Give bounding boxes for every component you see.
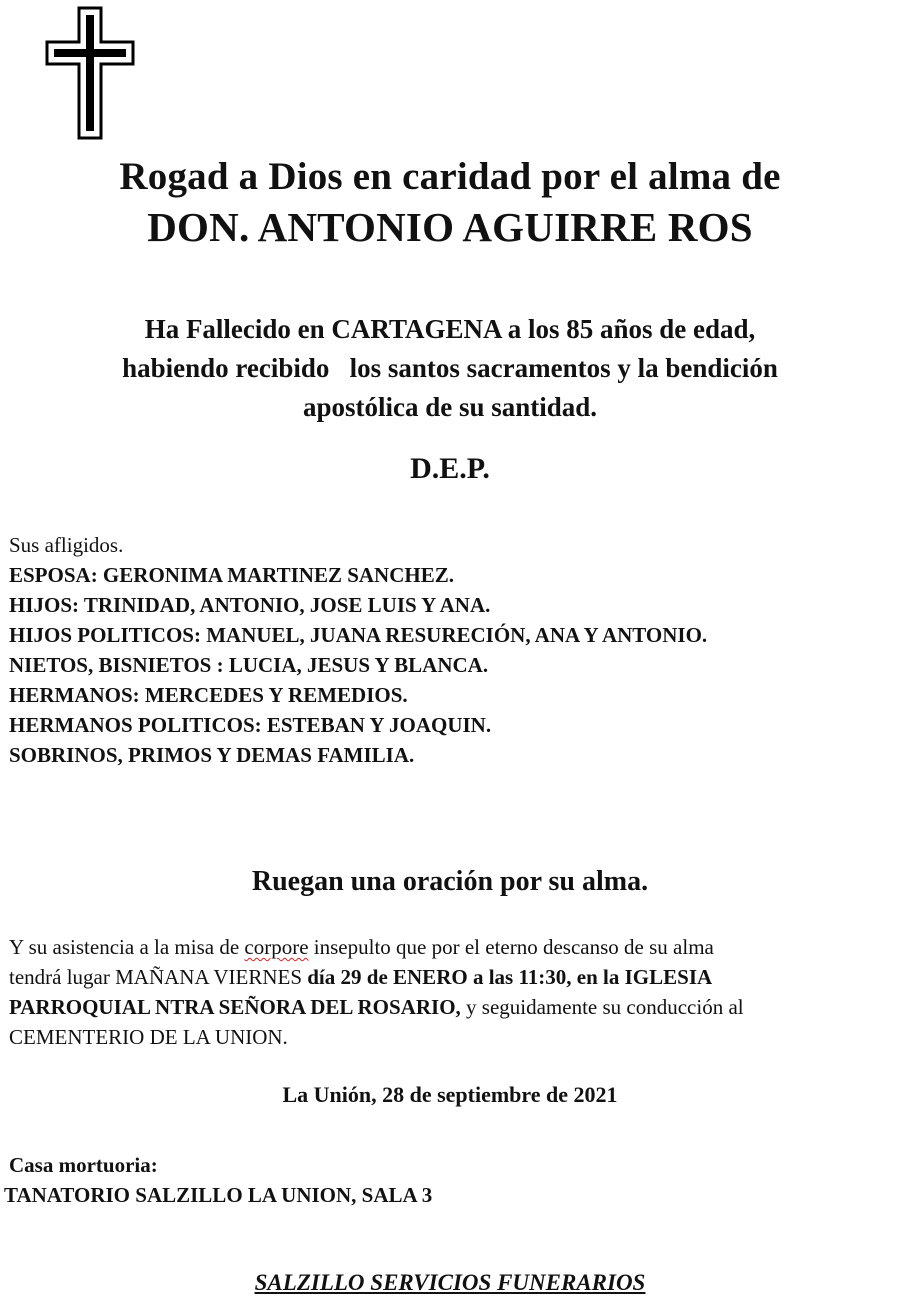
- family-line: HIJOS: TRINIDAD, ANTONIO, JOSE LUIS Y ANA.: [9, 593, 491, 617]
- mass-details: [9, 932, 894, 1052]
- mass-text: tendrá lugar MAÑANA VIERNES: [9, 965, 308, 989]
- funeral-home: [4, 1150, 432, 1210]
- date-line: La Unión, 28 de septiembre de 2021: [282, 1082, 618, 1107]
- header-line: Rogad a Dios en caridad por el alma de: [119, 155, 781, 198]
- family-line: HERMANOS POLITICOS: ESTEBAN Y JOAQUIN.: [9, 713, 492, 737]
- company-name-a: SALZILLO: [254, 1270, 365, 1295]
- announcement-line-3: apostólica de su santidad.: [302, 392, 598, 422]
- mass-line-2: [9, 962, 894, 992]
- mass-text: insepulto que por el eterno descanso de su alma: [308, 935, 714, 959]
- header: [0, 152, 900, 252]
- mass-text: Y su asistencia a la misa de: [9, 935, 245, 959]
- church-name: PARROQUIAL NTRA SEÑORA DEL ROSARIO,: [9, 995, 461, 1019]
- family-intro: Sus afligidos.: [9, 533, 124, 557]
- family-line: HERMANOS: MERCEDES Y REMEDIOS.: [9, 683, 408, 707]
- announcement-line-1: Ha Fallecido en CARTAGENA a los 85 años de edad,: [144, 314, 756, 344]
- family-list: [9, 530, 707, 770]
- mass-text: y seguidamente su conducción al: [460, 995, 744, 1019]
- family-line: HIJOS POLITICOS: MANUEL, JUANA RESURECIÓN, ANA Y ANTONIO.: [9, 623, 708, 647]
- funeral-home-value: TANATORIO SALZILLO LA UNION, SALA 3: [4, 1183, 433, 1207]
- spellcheck-word: corpore: [244, 935, 309, 959]
- family-line: NIETOS, BISNIETOS : LUCIA, JESUS Y BLANCA.: [9, 653, 489, 677]
- announcement: [0, 310, 900, 427]
- company-footer: [0, 1270, 900, 1296]
- mass-line-3: [9, 992, 894, 1022]
- cross-icon: [44, 6, 136, 140]
- mass-line-4: CEMENTERIO DE LA UNION.: [9, 1025, 288, 1049]
- ruegan-heading: Ruegan una oración por su alma.: [251, 866, 649, 897]
- mass-line-1: [9, 932, 894, 962]
- company-name-b: SERVICIOS FUNERARIOS: [364, 1270, 646, 1295]
- mass-time: día 29 de ENERO a las 11:30, en la IGLESIA: [307, 965, 713, 989]
- family-line: ESPOSA: GERONIMA MARTINEZ SANCHEZ.: [9, 563, 454, 587]
- announcement-line-2: habiendo recibido los santos sacramentos y la bendición: [122, 353, 778, 383]
- deceased-name: DON. ANTONIO AGUIRRE ROS: [147, 204, 753, 250]
- family-line: SOBRINOS, PRIMOS Y DEMAS FAMILIA.: [9, 743, 415, 767]
- dep-text: D.E.P.: [410, 452, 490, 485]
- funeral-home-label: Casa mortuoria:: [9, 1153, 158, 1177]
